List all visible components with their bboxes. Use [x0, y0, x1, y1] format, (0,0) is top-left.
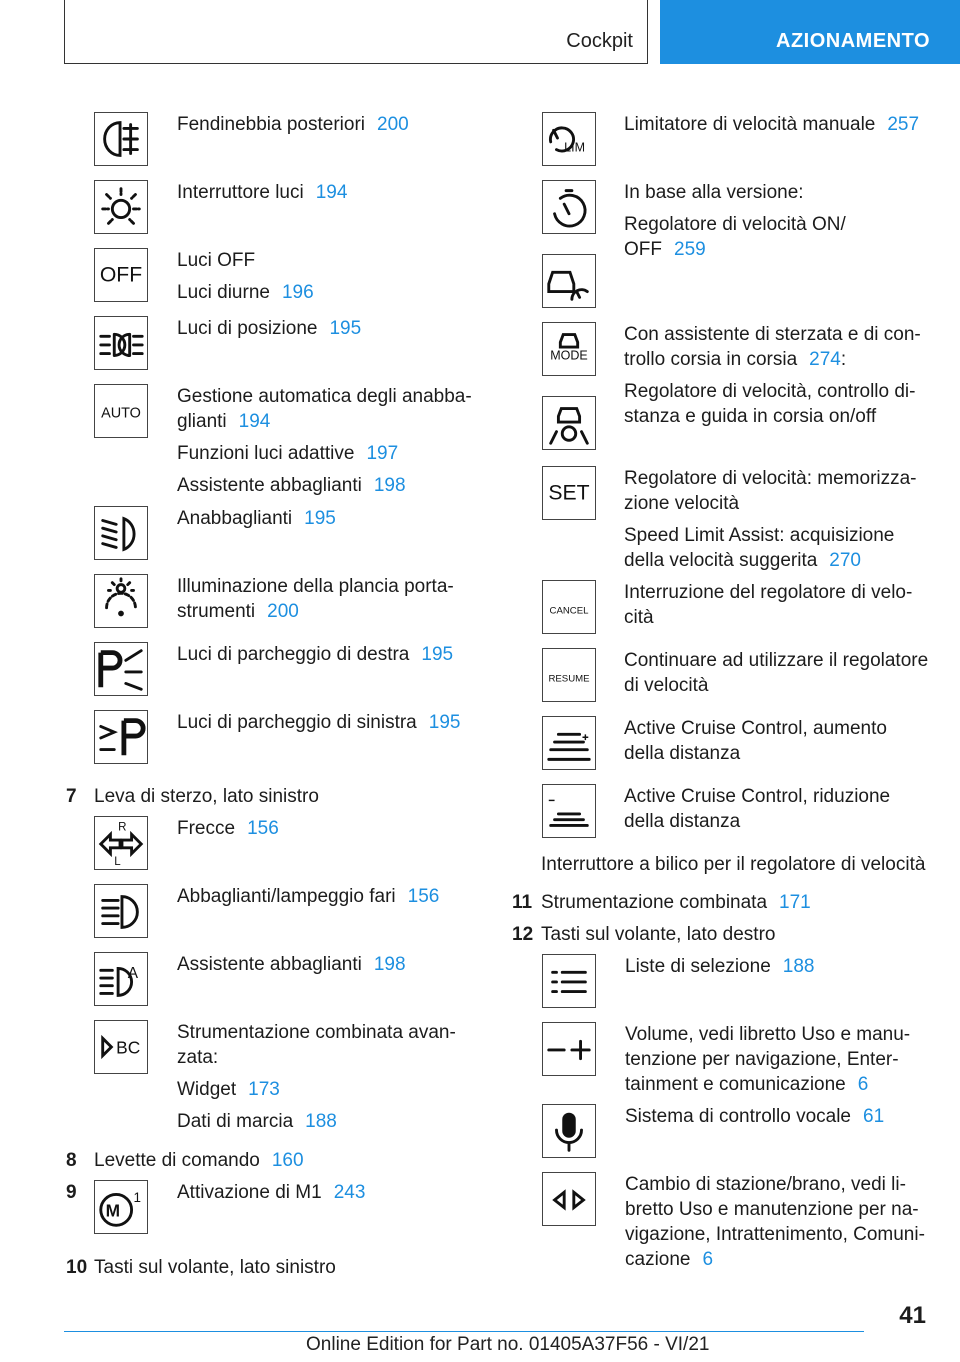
icon-label: MODE: [550, 348, 588, 363]
item-number: 10: [66, 1257, 88, 1278]
page-reference-link[interactable]: 195: [329, 318, 362, 339]
page-reference-link[interactable]: 160: [271, 1150, 304, 1171]
item-heading: Strumentazione combinata 171: [541, 892, 811, 913]
page-reference-link[interactable]: 194: [238, 411, 271, 432]
entry-text: cazione 6: [625, 1249, 714, 1270]
entry-text: glianti 194: [177, 411, 271, 432]
page-reference-link[interactable]: 6: [702, 1249, 714, 1270]
entry-text: Fendinebbia posteriori 200: [177, 114, 409, 135]
page-reference-link[interactable]: 195: [304, 508, 336, 529]
entry-text: Funzioni luci adattive 197: [177, 443, 399, 464]
instrument-lighting-icon: [94, 574, 148, 628]
entry-text: OFF 259: [624, 239, 706, 260]
fog-light-rear-icon: [94, 112, 148, 166]
page-reference-link[interactable]: 259: [674, 239, 706, 260]
entry-text: stanza e guida in corsia on/off: [624, 406, 877, 427]
entry-text: Widget 173: [177, 1079, 280, 1100]
page-reference-link[interactable]: 200: [267, 601, 299, 622]
entry-text: Luci diurne 196: [177, 282, 314, 303]
entry-text: cità: [624, 607, 654, 628]
entry-text: Illuminazione della plancia porta-: [177, 576, 454, 597]
entry-text: della distanza: [624, 811, 741, 832]
page-reference-link[interactable]: 200: [377, 114, 409, 135]
header-box: [64, 0, 648, 64]
entry-text: Anabbaglianti 195: [177, 508, 336, 529]
parking-right-icon: [94, 642, 148, 696]
item-number: 8: [66, 1150, 77, 1171]
page-reference-link[interactable]: 173: [248, 1079, 280, 1100]
m1-icon: [94, 1180, 148, 1234]
svg-text:M: M: [105, 1200, 121, 1221]
icon-label: LIM: [564, 140, 586, 155]
page-reference-link[interactable]: 156: [247, 818, 279, 839]
page-reference-link[interactable]: 188: [305, 1111, 337, 1132]
resume-icon: [542, 648, 596, 702]
bc-icon: [94, 1020, 148, 1074]
chapter-tab: AZIONAMENTO: [660, 0, 960, 64]
entry-text: Sistema di controllo vocale 61: [625, 1106, 885, 1127]
entry-text: Luci di parcheggio di destra 195: [177, 644, 454, 665]
icon-label: BC: [116, 1037, 141, 1058]
entry-text: Attivazione di M1 243: [177, 1182, 366, 1203]
item-heading: Tasti sul volante, lato destro: [541, 924, 776, 945]
list-icon: [542, 954, 596, 1008]
entry-text: tainment e comunicazione 6: [625, 1074, 869, 1095]
entry-text: della velocità suggerita 270: [624, 550, 861, 571]
page-reference-link[interactable]: 61: [863, 1106, 885, 1127]
mode-icon: [542, 322, 596, 376]
turn-signal-icon: [94, 816, 148, 870]
item-heading: Tasti sul volante, lato sinistro: [94, 1257, 336, 1278]
entry-text: strumenti 200: [177, 601, 299, 622]
entry-text: Luci di parcheggio di sinistra 195: [177, 712, 461, 733]
entry-text: In base alla versione:: [624, 182, 804, 203]
entry-text: Luci di posizione 195: [177, 318, 362, 339]
icon-label: CANCEL: [549, 605, 589, 617]
entry-text: Gestione automatica degli anabba-: [177, 386, 472, 407]
item-heading: Levette di comando 160: [94, 1150, 304, 1171]
lim-icon: [542, 112, 596, 166]
entry-text: Speed Limit Assist: acquisizione: [624, 525, 895, 546]
parking-lights-icon: [94, 316, 148, 370]
entry-text: della distanza: [624, 743, 741, 764]
page-number: 41: [899, 1302, 926, 1329]
entry-text: trollo corsia in corsia 274:: [624, 349, 847, 370]
entry-text: Luci OFF: [177, 250, 256, 271]
entry-text: di velocità: [624, 675, 709, 696]
entry-text: Interruttore luci 194: [177, 182, 348, 203]
entry-text: bretto Uso e manutenzione per na-: [625, 1199, 919, 1220]
cruise-control-car-icon: [542, 254, 596, 308]
station-track-icon: [542, 1172, 596, 1226]
entry-text: Limitatore di velocità manuale 257: [624, 114, 920, 135]
entry-text: Con assistente di sterzata e di con-: [624, 324, 921, 345]
footer-divider: [64, 1331, 864, 1332]
page-reference-link[interactable]: 195: [421, 644, 454, 665]
volume-icon: [542, 1022, 596, 1076]
entry-text: Dati di marcia 188: [177, 1111, 337, 1132]
item-number: 7: [66, 786, 77, 807]
svg-text:A: A: [127, 965, 139, 983]
footer-edition: Online Edition for Part no. 01405A37F56 - VI/21: [306, 1334, 710, 1355]
page-reference-link[interactable]: 6: [857, 1074, 869, 1095]
high-beam-icon: [94, 884, 148, 938]
entry-text: Assistente abbaglianti 198: [177, 475, 406, 496]
entry-text: Regolatore di velocità ON/: [624, 214, 846, 235]
microphone-icon: [542, 1104, 596, 1158]
rocker-caption: Interruttore a bilico per il regolatore di velocità: [541, 854, 926, 875]
parking-left-icon: [94, 710, 148, 764]
entry-text: Frecce 156: [177, 818, 279, 839]
section-title: Cockpit: [566, 30, 633, 52]
page-reference-link[interactable]: 194: [315, 182, 348, 203]
entry-text: Strumentazione combinata avan-: [177, 1022, 456, 1043]
entry-text: Abbaglianti/lampeggio fari 156: [177, 886, 440, 907]
entry-text: Active Cruise Control, aumento: [624, 718, 887, 739]
entry-text: Regolatore di velocità: memorizza-: [624, 468, 917, 489]
page-reference-link[interactable]: 196: [281, 282, 314, 303]
entry-text: Volume, vedi libretto Uso e manu-: [625, 1024, 911, 1045]
entry-text: vigazione, Intrattenimento, Comuni-: [625, 1224, 925, 1245]
page-reference-link[interactable]: 274: [809, 349, 841, 370]
page-reference-link[interactable]: 171: [779, 892, 811, 913]
entry-text: zione velocità: [624, 493, 740, 514]
light-switch-icon: [94, 180, 148, 234]
auto-text-icon: [94, 384, 148, 438]
item-number: 9: [66, 1182, 77, 1203]
cruise-control-icon: [542, 180, 596, 234]
entry-text: zata:: [177, 1047, 219, 1068]
entry-text: Continuare ad utilizzare il regolatore: [624, 650, 929, 671]
icon-label: RESUME: [548, 673, 590, 685]
page-reference-link[interactable]: 156: [407, 886, 440, 907]
icon-label: SET: [548, 481, 590, 505]
page-reference-link[interactable]: 270: [829, 550, 861, 571]
page-reference-link[interactable]: 198: [373, 475, 406, 496]
item-number: 12: [512, 924, 534, 945]
svg-text:1: 1: [133, 1190, 142, 1206]
item-number: 11: [512, 892, 533, 913]
entry-text: Liste di selezione 188: [625, 956, 815, 977]
svg-text:L: L: [114, 856, 121, 869]
distance-increase-icon: [542, 716, 596, 770]
entry-text: Regolatore di velocità, controllo di-: [624, 381, 916, 402]
page-reference-link[interactable]: 195: [428, 712, 461, 733]
icon-label: OFF: [99, 263, 143, 287]
steering-assist-icon: [542, 396, 596, 450]
entry-text: Assistente abbaglianti 198: [177, 954, 406, 975]
item-heading: Leva di sterzo, lato sinistro: [94, 786, 319, 807]
off-text-icon: [94, 248, 148, 302]
svg-text:R: R: [118, 821, 127, 834]
entry-text: Cambio di stazione/brano, vedi li-: [625, 1174, 906, 1195]
set-icon: [542, 466, 596, 520]
entry-text: Interruzione del regolatore di velo-: [624, 582, 913, 603]
icon-label: AUTO: [101, 405, 141, 422]
low-beam-icon: [94, 506, 148, 560]
page-reference-link[interactable]: 257: [887, 114, 920, 135]
page-reference-link[interactable]: 198: [373, 954, 406, 975]
entry-text: tenzione per navigazione, Enter-: [625, 1049, 899, 1070]
page-reference-link[interactable]: 243: [333, 1182, 366, 1203]
high-beam-assist-icon: [94, 952, 148, 1006]
distance-decrease-icon: [542, 784, 596, 838]
page-reference-link[interactable]: 197: [366, 443, 399, 464]
entry-text: Active Cruise Control, riduzione: [624, 786, 891, 807]
page-reference-link[interactable]: 188: [782, 956, 815, 977]
cancel-icon: [542, 580, 596, 634]
